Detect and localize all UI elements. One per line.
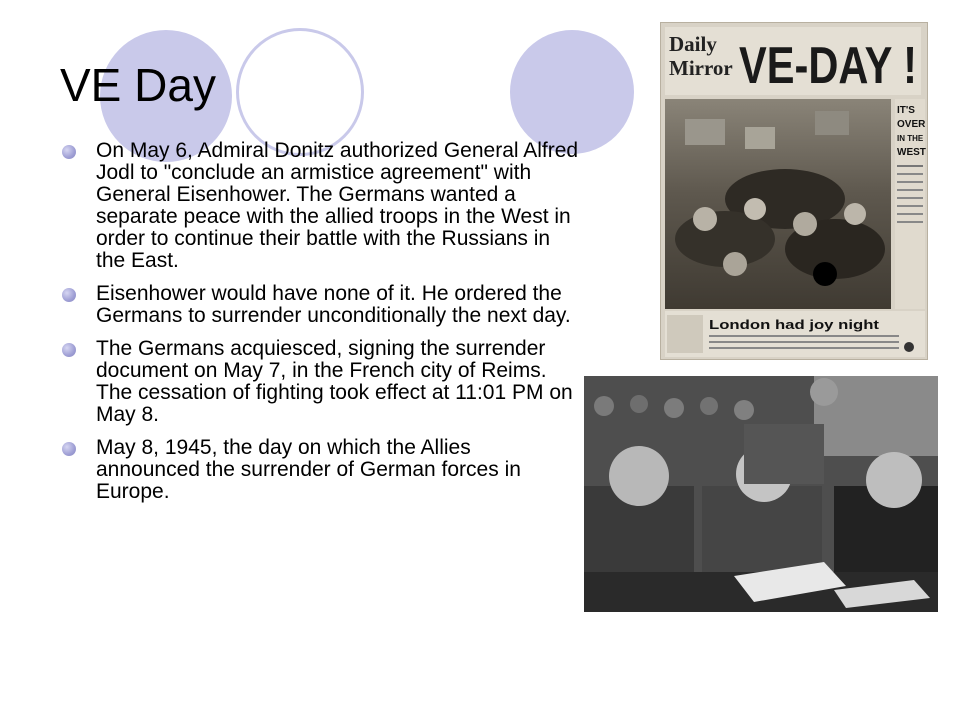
svg-text:WEST: WEST — [897, 147, 926, 158]
masthead-line1: Daily — [669, 32, 717, 56]
bullet-item — [60, 283, 580, 327]
bullet-item — [60, 140, 580, 272]
newspaper-bottom — [665, 311, 925, 357]
decorative-circle-filled-right — [510, 30, 634, 154]
newspaper-masthead — [665, 27, 921, 95]
bullet-item — [60, 338, 580, 426]
newspaper-bottom-headline: London had joy night — [709, 317, 880, 332]
bullet-item — [60, 437, 580, 503]
bullet-dot-icon — [62, 288, 76, 302]
bullet-text: The Germans acquiesced, signing the surrender document on May 7, in the French city of Reims. The cessation of fighting took effect at 11:01 PM on May 8. — [96, 337, 573, 426]
bullet-text: On May 6, Admiral Donitz authorized General Alfred Jodl to "conclude an armistice agreement" with General Eisenhower. The Germans wanted a separate peace with the allied troops in the West in order to continue their battle with the Russians in the East. — [96, 139, 579, 272]
decorative-circle-outline — [236, 28, 364, 156]
svg-text:IT'S: IT'S — [897, 105, 915, 116]
newspaper-headline: VE-DAY ! — [739, 37, 917, 95]
masthead-line2: Mirror — [669, 56, 733, 80]
newspaper-image — [660, 22, 928, 360]
crowd-photo — [665, 99, 891, 309]
bullet-list — [60, 140, 580, 514]
svg-text:OVER: OVER — [897, 119, 926, 130]
bullet-text: Eisenhower would have none of it. He ordered the Germans to surrender unconditionally the next day. — [96, 282, 571, 327]
bullet-text: May 8, 1945, the day on which the Allies announced the surrender of German forces in Europe. — [96, 436, 521, 503]
bullet-dot-icon — [62, 145, 76, 159]
svg-text:IN THE: IN THE — [897, 134, 924, 143]
newspaper-side-column — [895, 99, 925, 309]
bullet-dot-icon — [62, 343, 76, 357]
bullet-dot-icon — [62, 442, 76, 456]
surrender-signing-photo — [584, 376, 938, 612]
slide-title: VE Day — [60, 59, 216, 111]
